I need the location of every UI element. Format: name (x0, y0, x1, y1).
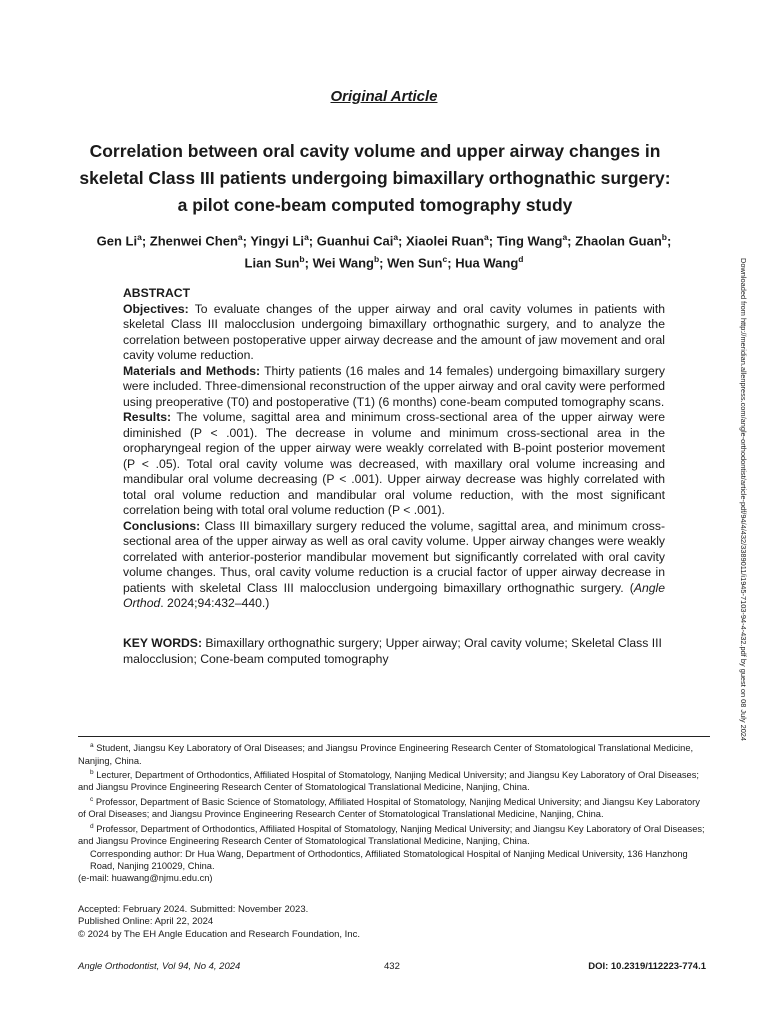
author-name: Gen Li (96, 233, 138, 249)
title-line: Correlation between oral cavity volume and upper airway changes in (89, 141, 661, 161)
corresponding-author: Corresponding author: Dr Hua Wang, Department of Orthodontics, Affiliated Stomatological Hospital of Nanjing Medical University, 136 Hanzhong Road, Nanjing 210029, China. (90, 848, 688, 872)
author-name: Zhaolan Guan (575, 233, 662, 249)
footnote: $^c$ Professor, Department of Basic Science of Stomatology, Affiliated Hospital of Stomatology, Nanjing Medical University; and Jiangsu Key Laboratory of Oral Diseases; and Jiangsu Province Engineering Research Center of Stomatological Translational Medicine, Nanjing, China. (78, 795, 700, 820)
download-watermark: Downloaded from http://meridian.allenpress.com/angle-orthodontist/article-pdf/94/4/432/3389011/i1945-7103-94-4-432.pdf by guest on 08 July 2024 (739, 258, 748, 742)
author-name: Yingyi Li (250, 233, 305, 249)
title-line: a pilot cone-beam computed tomography study (177, 195, 573, 215)
footnote: $^b$ Lecturer, Department of Orthodontics, Affiliated Hospital of Stomatology, Nanjing Medical University; and Jiangsu Key Laboratory of Oral Diseases; and Jiangsu Province Engineering Research Center of Stomatological Translational Medicine, Nanjing, China. (78, 768, 699, 793)
abstract-methods: Materials and Methods: Thirty patients (16 males and 14 females) undergoing bimaxillary surgery were included. Three-dimensional reconstruction of the upper airway and oral cavity were performed using preoperative (T0) and postoperative (T1) (6 months) cone-beam computed tomography scans. (123, 363, 665, 409)
article-title (70, 138, 680, 219)
author-list: Gen Li$^a$; Zhenwei Chen$^a$; Yingyi Li$^a$; Guanhui Cai$^a$; Xiaolei Ruan$^a$; Ting Wang$^a$; Zhaolan Guan$^b$; Lian Sun$^b$; Wei Wang$^b$; Wen Sun$^c$; Hua Wang$^d$ (96, 232, 672, 271)
accepted-date: Accepted: February 2024. Submitted: November 2023. (78, 904, 309, 915)
copyright: © 2024 by The EH Angle Education and Research Foundation, Inc. (78, 928, 360, 940)
corresponding-email: (e-mail: huawang@njmu.edu.cn) (78, 873, 213, 884)
footnote: $^d$ Professor, Department of Orthodontics, Affiliated Hospital of Stomatology, Nanjing Medical University; and Jiangsu Key Laboratory of Oral Diseases; and Jiangsu Province Engineering Research Center of Stomatological Translational Medicine, Nanjing, China. (78, 822, 705, 847)
author-name: Wen Sun (387, 255, 443, 271)
journal-footer: Angle Orthodontist, Vol 94, No 4, 2024 (78, 961, 241, 972)
footnotes (78, 736, 710, 885)
published-date: Published Online: April 22, 2024 (78, 916, 214, 928)
abstract-objectives: Objectives: To evaluate changes of the upper airway and oral cavity volumes in patients with skeletal Class III malocclusion undergoing bimaxillary orthognathic surgery, and to analyze the correlation between postoperative upper airway decrease and the amount of jaw movement and oral cavity volume reduction. (123, 301, 666, 362)
article-type-label: Original Article (330, 88, 438, 105)
author-name: Ting Wang (496, 233, 563, 249)
author-name: Wei Wang (312, 255, 374, 271)
keywords: KEY WORDS: Bimaxillary orthognathic surgery; Upper airway; Oral cavity volume; Skeletal Class III malocclusion; Cone-beam computed tomography (123, 636, 662, 666)
publication-dates (78, 904, 360, 941)
author-name: Hua Wang (455, 255, 519, 271)
email-link[interactable]: huawang@njmu.edu.cn (111, 873, 210, 884)
doi[interactable]: DOI: 10.2319/112223-774.1 (588, 961, 706, 972)
abstract-results: Results: The volume, sagittal area and minimum cross-sectional area of the upper airway were diminished (P < .001). The decrease in volume and minimum cross-sectional area in the oropharyngeal region of the upper airway were weakly correlated with B-point posterior movement (P < .05). Total oral cavity volume was decreased, with maxillary oral volume increasing and mandibular oral volume decreasing (P < .001). Upper airway decrease was highly correlated with total oral volume reduction and mandibular oral volume reduction, with the most significant correlation being with total oral volume reduction (P < .001). (123, 410, 665, 517)
author-name: Guanhui Cai (316, 233, 394, 249)
author-name: Zhenwei Chen (149, 233, 238, 249)
author-name: Xiaolei Ruan (406, 233, 485, 249)
footnote: $^a$ Student, Jiangsu Key Laboratory of Oral Diseases; and Jiangsu Province Engineering Research Center of Stomatological Translational Medicine, Nanjing, China. (78, 742, 694, 766)
author-name: Lian Sun (244, 255, 300, 271)
citation-journal: Angle Orthod (123, 580, 665, 610)
title-line: skeletal Class III patients undergoing bimaxillary orthognathic surgery: (79, 168, 671, 188)
abstract-conclusions: Conclusions: Class III bimaxillary surgery reduced the volume, sagittal area, and minimum cross-sectional area of the upper airway as well as oral cavity volume. Upper airway changes were weakly correlated with anterior-posterior mandibular movement but significantly correlated with oral cavity volume changes. Thus, oral cavity volume reduction is a crucial factor of upper airway decrease in patients with skeletal Class III malocclusion undergoing bimaxillary orthognathic surgery. (Angle Orthod. 2024;94:432–440.) (123, 518, 666, 610)
abstract (123, 286, 665, 612)
page-number: 432 (384, 961, 400, 972)
abstract-heading: ABSTRACT (123, 286, 191, 300)
